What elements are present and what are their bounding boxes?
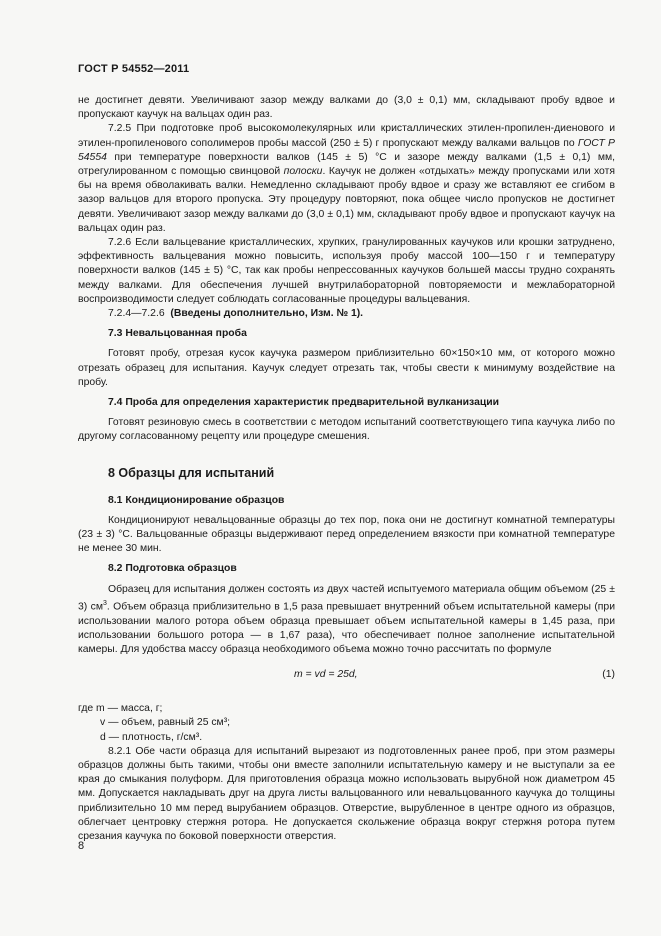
formula-number: (1): [602, 669, 615, 681]
amendment-note: [78, 307, 615, 321]
heading-8-2: 8.2 Подготовка образцов: [108, 563, 237, 575]
section-8-heading: 8 Образцы для испытаний: [108, 465, 275, 480]
paragraph-8-2-1: 8.2.1 Обе части образца для испытаний вырезают из подготовленных ранее проб, при этом размеры образцов должны быть такими, чтобы они вместе заполнили испытательную камеру и не выступали за ее края до смыкания полуформ. Для приготовления образца можно использовать вырубной нож диаметром 45 мм. Допускается накладывать друг на друга листы вальцованного или невальцованного каучука до толщины приблизительно 10 мм перед вырубанием образцов. Отверстие, вырубленное в центре одного из образцов, облегчает центровку стержня ротора. Не допускается скольжение образца вокруг стержня ротора путем срезания каучука по боковой поверхности отверстия.: [78, 745, 615, 842]
paragraph-continuation: не достигнет девяти. Увеличивают зазор между валками до (3,0 ± 0,1) мм, складывают пробу вдвое и пропускают каучук на вальцах один раз.: [78, 95, 615, 121]
document-body: [78, 94, 615, 844]
heading-7-3: 7.3 Невальцованная проба: [108, 328, 247, 340]
amendment-text: (Введены дополнительно, Изм. № 1).: [170, 308, 364, 320]
page-number: 8: [78, 840, 85, 852]
where-v: v — объем, равный 25 см³;: [100, 717, 231, 729]
paragraph-7-2-6: 7.2.6 Если вальцевание кристаллических, хрупких, гранулированных каучуков или крошки затруднено, эффективность вальцевания можно повысить, используя пробу массой 100—150 г и температуру поверхности валков (145 ± 5) °С, так как пробы непрессованных каучуков большей массы трудно сохранять между валками. Для обеспечения лучшей внутрилабораторной повторяемости и межлабораторной воспроизводимости следует соблюдать согласованные процедуры вальцевания.: [78, 237, 615, 305]
paragraph-8-2: [78, 583, 615, 657]
heading-8-1: 8.1 Кондиционирование образцов: [108, 494, 285, 506]
paragraph-7-2-5: [78, 122, 615, 236]
document-header: ГОСТ Р 54552—2011: [78, 63, 190, 75]
where-m: где m — масса, г;: [78, 703, 163, 715]
p82-text-a: Образец для испытания должен состоять из двух частей испытуемого материала общим объемом (25 ± 3) см: [78, 583, 615, 613]
gost-reference: ГОСТ Р 54554: [78, 137, 615, 163]
paragraph-8-1: Кондиционируют невальцованные образцы до тех пор, пока они не достигнут комнатной температуры (23 ± 3) °С. Вальцованные образцы выдерживают перед определением вязкости при комнатной температуре не менее 30 мин.: [78, 514, 615, 555]
p725-text-b: при температуре поверхности валков (145 ± 5) °С и зазоре между валками (1,5 ± 0,1) мм, отрегулированном с помощью свинцовой: [78, 151, 615, 178]
formula-expression: m = vd = 25d,: [294, 669, 358, 681]
heading-7-4: 7.4 Проба для определения характеристик предварительной вулканизации: [108, 397, 500, 409]
paragraph-7-4: Готовят резиновую смесь в соответствии с методом испытаний соответствующего типа каучука либо по другому согласованному рецепту или процедуре смешения.: [78, 417, 615, 443]
p725-text-a: 7.2.5 При подготовке проб высокомолекулярных или кристаллических этилен-пропилен-диенового и этилен-пропиленового сополимеров пробы массой (250 ± 5) г пропускают между валками вальцов по: [78, 123, 615, 149]
amendment-range: 7.2.4—7.2.6: [108, 308, 165, 320]
p725-text-c: . Каучук не должен «отдыхать» между пропусками или хотя бы на время обволакивать валки. Немедленно складывают пробу вдвое и сразу же вставляют ее сгибом в зазор вальцов для второго пропуска. Эту процедуру повторяют, пока общее число пропусков не достигнет девяти. Увеличивают зазор между валками до (3,0 ± 0,1) мм, складывают пробу вдвое и пропускают каучук на вальцах один раз.: [78, 166, 615, 234]
p725-lead-strip: полоски: [283, 166, 323, 178]
paragraph-7-3: Готовят пробу, отрезая кусок каучука размером приблизительно 60×150×10 мм, от которого можно отрезать образец для испытания. Каучук следует отрезать так, чтобы свести к минимуму воздействие на пробу.: [78, 348, 615, 388]
formula-1: [78, 668, 615, 688]
where-d: d — плотность, г/см³.: [100, 731, 203, 743]
p82-text-b: . Объем образца приблизительно в 1,5 раза превышает внутренний объем испытательной камеры (при использовании малого ротора объем образца превышает объем испытательной камеры в 1,45 раза, при использовании большого ротора — в 1,67 раза), что обеспечивает полное заполнение испытательной камеры. Для удобства массу образца необходимого объема можно точно рассчитать по формуле: [78, 601, 615, 655]
p82-superscript: 3: [102, 599, 107, 607]
